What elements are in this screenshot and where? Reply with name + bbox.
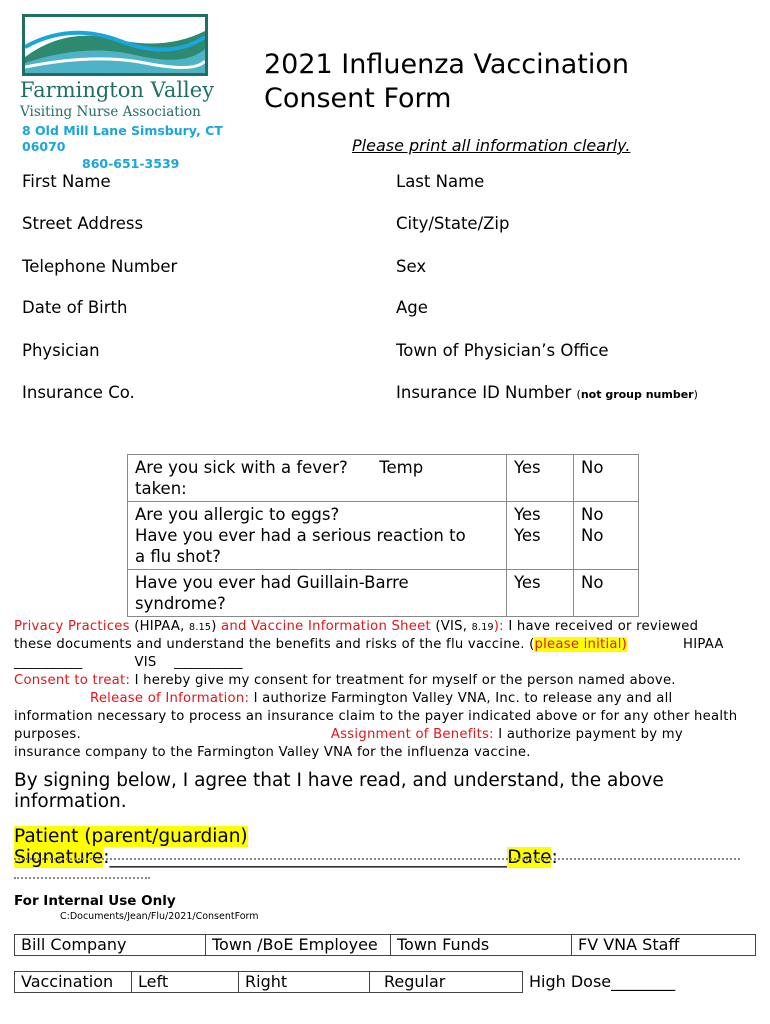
- signature-field[interactable]: ___________________________________________: [109, 847, 508, 868]
- consent-text: I hereby give my consent for treatment for myself or the person named above.: [130, 673, 676, 688]
- telephone-label: Telephone Number: [22, 257, 178, 276]
- date-of-birth-label: Date of Birth: [22, 298, 128, 317]
- no-option[interactable]: No: [574, 570, 639, 617]
- insurance-id-label: [396, 383, 698, 402]
- privacy-line2: [14, 637, 724, 652]
- internal-use-heading: For Internal Use Only: [14, 893, 176, 909]
- yes-option[interactable]: Yes: [507, 455, 574, 502]
- assign-label: Assignment of Benefits:: [330, 727, 494, 742]
- yes-option[interactable]: Yes: [514, 505, 541, 524]
- please-initial-highlight: please initial): [534, 637, 628, 652]
- yes-option[interactable]: Yes: [514, 526, 541, 545]
- assign-line: [14, 727, 683, 742]
- no-option[interactable]: No: [581, 505, 604, 524]
- question-text-cont: taken:: [135, 479, 187, 498]
- billing-table: [14, 934, 756, 956]
- insurance-note: not group number: [580, 388, 694, 401]
- question-text-cont: a flu shot?: [135, 547, 221, 566]
- org-phone: 860-651-3539: [82, 156, 180, 171]
- release-text: I authorize Farmington Valley VNA, Inc. to release any and all: [249, 691, 673, 706]
- release-label: Release of Information:: [90, 691, 250, 706]
- sex-label: Sex: [396, 257, 427, 276]
- no-option[interactable]: No: [581, 526, 604, 545]
- privacy-line3: [14, 655, 243, 670]
- physician-town-label: Town of Physician’s Office: [396, 341, 609, 360]
- question-text-temp: Temp: [379, 458, 424, 477]
- insurance-note-close: ): [693, 388, 698, 401]
- vaccination-row: [15, 972, 682, 993]
- org-address-line2: 06070: [22, 139, 66, 154]
- no-option[interactable]: No: [574, 455, 639, 502]
- hipaa-num: 8.15: [189, 622, 212, 633]
- privacy-label: Privacy Practices: [14, 619, 130, 634]
- org-name: Farmington Valley: [20, 78, 215, 102]
- regular-dose-cell[interactable]: Regular: [370, 972, 523, 993]
- print-instruction: Please print all information clearly.: [352, 136, 631, 155]
- physician-label: Physician: [22, 341, 100, 360]
- left-arm-cell[interactable]: Left: [132, 972, 239, 993]
- hipaa-close: ): [211, 619, 217, 634]
- high-dose-cell[interactable]: High Dose________: [529, 972, 676, 991]
- question-row: [128, 570, 639, 617]
- yes-option[interactable]: Yes: [507, 570, 574, 617]
- billing-row: [15, 935, 756, 956]
- privacy-line1: [14, 619, 698, 634]
- vis-ref: (VIS,: [435, 619, 472, 634]
- privacy-text-2: these documents and understand the benefits and risks of the flu vaccine. (: [14, 637, 535, 652]
- question-row: [128, 455, 639, 502]
- vis-label: and Vaccine Information Sheet: [216, 619, 436, 634]
- question-text: Are you allergic to eggs?: [135, 505, 340, 524]
- right-arm-cell[interactable]: Right: [239, 972, 370, 993]
- insurance-id-text: Insurance ID Number: [396, 383, 572, 402]
- question-cell: [128, 502, 507, 570]
- date-label: Date: [507, 847, 552, 868]
- fv-vna-staff-cell[interactable]: FV VNA Staff: [572, 935, 756, 956]
- org-address-line1: 8 Old Mill Lane Simsbury, CT: [22, 123, 223, 138]
- consent-label: Consent to treat:: [14, 673, 131, 688]
- hipaa-ref: (HIPAA,: [134, 619, 190, 634]
- date-colon: :: [551, 847, 558, 868]
- vis-close: ):: [493, 619, 504, 634]
- insurance-co-label: Insurance Co.: [22, 383, 135, 402]
- dotted-separator-end: [14, 877, 150, 879]
- org-subtitle: Visiting Nurse Association: [20, 104, 201, 120]
- purposes-text: purposes.: [14, 727, 81, 742]
- vaccination-table: [14, 971, 681, 993]
- agreement-statement: By signing below, I agree that I have read, and understand, the above information.: [14, 770, 664, 812]
- form-title: [264, 48, 629, 116]
- document-path: C:Documents/Jean/Flu/2021/ConsentForm: [60, 911, 259, 922]
- signature-label: Patient (parent/guardian) Signature: [14, 826, 248, 868]
- town-funds-cell[interactable]: Town Funds: [391, 935, 572, 956]
- first-name-label: First Name: [22, 172, 111, 191]
- question-text: Have you ever had Guillain-Barre: [135, 573, 409, 592]
- privacy-text: I have received or reviewed: [503, 619, 699, 634]
- form-title-line1: 2021 Influenza Vaccination: [264, 49, 630, 80]
- bill-company-cell[interactable]: Bill Company: [15, 935, 206, 956]
- vis-num: 8.19: [471, 622, 494, 633]
- last-name-label: Last Name: [396, 172, 485, 191]
- city-state-zip-label: City/State/Zip: [396, 214, 510, 233]
- question-row: [128, 502, 639, 570]
- question-text: Are you sick with a fever?: [135, 458, 348, 477]
- signature-line: [14, 826, 770, 868]
- release-line2: information necessary to process an insurance claim to the payer indicated above or for any other health: [14, 709, 738, 724]
- insurance-note-open: (: [576, 388, 581, 401]
- form-title-line2: Consent Form: [264, 83, 452, 114]
- question-cell: [128, 455, 507, 502]
- logo-image: [22, 14, 208, 76]
- question-text: Have you ever had a serious reaction to: [135, 526, 466, 545]
- assign-text: I authorize payment by my: [493, 727, 683, 742]
- vis-initial-label: VIS: [134, 655, 157, 670]
- yes-option-group: [507, 502, 574, 570]
- assign-line2: insurance company to the Farmington Valley VNA for the influenza vaccine.: [14, 745, 531, 760]
- town-boe-employee-cell[interactable]: Town /BoE Employee: [206, 935, 391, 956]
- age-label: Age: [396, 298, 428, 317]
- consent-line: [14, 673, 676, 688]
- signature-colon: :: [103, 847, 110, 868]
- hipaa-initial-field[interactable]: __________: [14, 655, 83, 670]
- no-option-group: [574, 502, 639, 570]
- vis-initial-field[interactable]: __________: [174, 655, 243, 670]
- question-text-cont: syndrome?: [135, 594, 226, 613]
- hipaa-initial-label: HIPAA: [683, 637, 724, 652]
- hills-logo-icon: [25, 17, 205, 73]
- street-address-label: Street Address: [22, 214, 144, 233]
- dotted-separator: [14, 858, 740, 860]
- question-cell: [128, 570, 507, 617]
- release-line: [90, 691, 672, 706]
- vaccination-cell: Vaccination: [15, 972, 132, 993]
- health-questions-table: [127, 454, 639, 617]
